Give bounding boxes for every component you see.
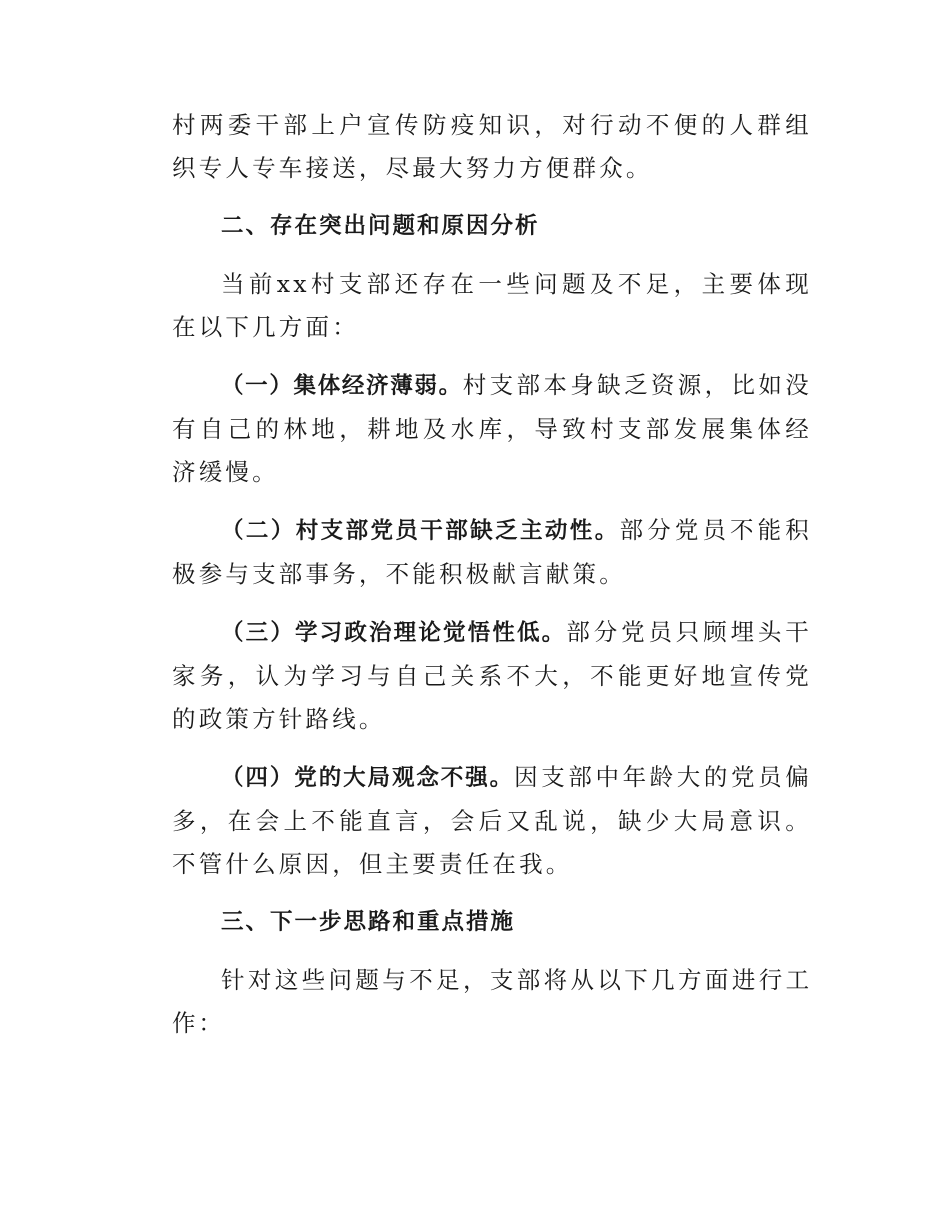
- paragraph-section2-intro: 当前xx村支部还存在一些问题及不足，主要体现在以下几方面：: [172, 270, 812, 341]
- item-title: （三）学习政治理论觉悟性低。: [221, 620, 567, 646]
- item-body: 部分党员只顾埋头干家务，认为学习与自己关系不大，不能更好地宣传党的政策方针路线。: [172, 618, 812, 733]
- item-title: （二）村支部党员干部缺乏主动性。: [221, 518, 620, 544]
- section-heading-2: 二、存在突出问题和原因分析: [221, 213, 540, 239]
- document-body: [172, 104, 812, 1060]
- list-item-problem-1: [172, 364, 812, 494]
- list-item-problem-2: [172, 509, 812, 596]
- list-item-problem-3: [172, 611, 812, 741]
- item-title: （一）集体经济薄弱。: [221, 373, 463, 399]
- item-body: 部分党员不能积极参与支部事务，不能积极献言献策。: [172, 516, 812, 588]
- paragraph-intro-tail: 村两委干部上户宣传防疫知识，对行动不便的人群组织专人专车接送，尽最大努力方便群众。: [172, 111, 812, 182]
- item-title: （四）党的大局观念不强。: [221, 765, 515, 791]
- list-item-problem-4: [172, 756, 812, 886]
- item-body: 因支部中年龄大的党员偏多，在会上不能直言，会后又乱说，缺少大局意识。不管什么原因，但主要责任在我。: [172, 763, 812, 878]
- section-heading-3: 三、下一步思路和重点措施: [221, 909, 516, 935]
- item-body: 村支部本身缺乏资源，比如没有自己的林地，耕地及水库，导致村支部发展集体经济缓慢。: [172, 371, 812, 486]
- paragraph-section3-intro: 针对这些问题与不足，支部将从以下几方面进行工作：: [172, 966, 812, 1037]
